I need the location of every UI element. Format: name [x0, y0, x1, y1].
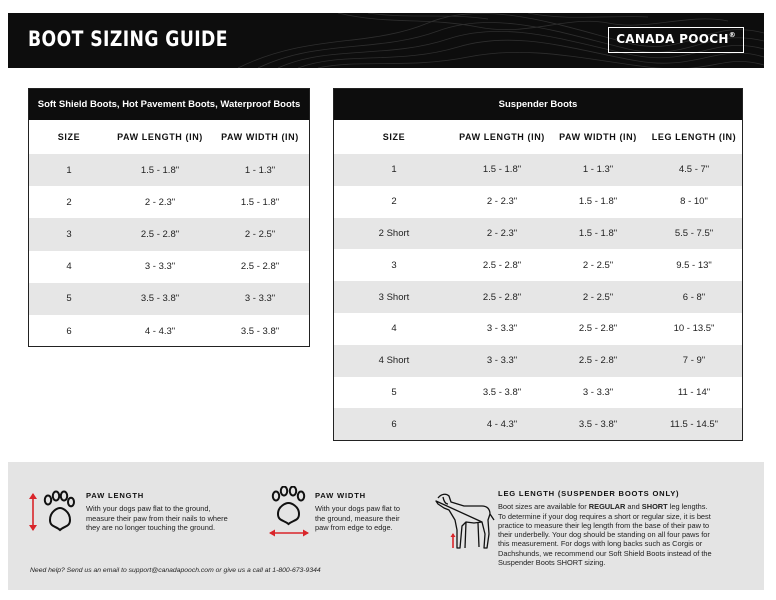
leg-length-text: Dachshunds, we recommend our Soft Shield Boots instead of the [498, 548, 712, 558]
paw-width-cell: 3 - 3.3" [582, 386, 614, 398]
leg-length-cell: 11.5 - 14.5" [669, 418, 719, 430]
size-cell: 6 [66, 325, 72, 337]
paw-width-cell: 2.5 - 2.8" [240, 261, 280, 273]
leg-text-part: leg lengths. [667, 502, 708, 512]
paw-length-cell: 3 - 3.3" [144, 261, 176, 273]
paw-length-cell: 3 - 3.3" [486, 323, 518, 335]
table-row [29, 283, 309, 315]
column-header: SIZE [382, 132, 406, 142]
leg-length-cell: 4.5 - 7" [678, 164, 710, 176]
dog-leg-length-icon [432, 490, 496, 550]
table-row [334, 377, 742, 409]
size-cell: 6 [391, 418, 397, 430]
paw-length-cell: 3.5 - 3.8" [482, 386, 522, 398]
table-row [334, 313, 742, 345]
column-header-row [334, 120, 742, 154]
leg-length-info [498, 489, 756, 567]
regular-emphasis: REGULAR [588, 502, 626, 512]
header-banner [8, 13, 764, 68]
size-cell: 5 [66, 293, 72, 305]
leg-length-text [498, 502, 756, 511]
paw-width-cell: 2.5 - 2.8" [578, 355, 618, 367]
table-row [334, 345, 742, 377]
paw-length-cell: 2.5 - 2.8" [482, 291, 522, 303]
column-header: PAW WIDTH (IN) [559, 132, 637, 142]
size-cell: 2 Short [378, 227, 410, 239]
leg-length-cell: 7 - 9" [682, 355, 706, 367]
paw-length-cell: 2.5 - 2.8" [482, 259, 522, 271]
leg-length-text: this measurement. For dogs with long backs such as Corgis or [498, 539, 703, 549]
leg-length-cell: 10 - 13.5" [673, 323, 715, 335]
paw-width-cell: 3 - 3.3" [244, 293, 276, 305]
leg-length-text: their underbelly. Your dog should be standing on all four paws for [498, 530, 710, 540]
table-row [29, 186, 309, 218]
brand-logo [608, 27, 744, 53]
table-row [29, 315, 309, 347]
table-row [29, 218, 309, 250]
paw-length-cell: 3 - 3.3" [486, 355, 518, 367]
paw-width-cell: 1.5 - 1.8" [578, 227, 618, 239]
brand-name: CANADA POOCH [616, 32, 729, 46]
paw-length-cell: 4 - 4.3" [486, 418, 518, 430]
page-title: BOOT SIZING GUIDE [28, 27, 228, 51]
table-row [29, 154, 309, 186]
paw-width-cell: 2 - 2.5" [582, 291, 614, 303]
leg-length-text: To determine if your dog requires a short or regular size, it is best [498, 511, 711, 521]
help-contact-text: Need help? Send us an email to support@canadapooch.com or give us a call at 1-800-673-9344 [30, 567, 321, 574]
size-cell: 4 [66, 261, 72, 273]
table-row [334, 408, 742, 440]
paw-length-cell: 3.5 - 3.8" [140, 293, 180, 305]
paw-length-cell: 2 - 2.3" [486, 227, 518, 239]
leg-length-cell: 11 - 14" [677, 386, 711, 398]
size-cell: 3 [66, 228, 72, 240]
size-cell: 1 [66, 164, 72, 176]
table-title: Suspender Boots [334, 89, 742, 120]
paw-length-text: measure their paw from their nails to where [86, 513, 228, 523]
leg-text-part: Boot sizes are available for [498, 502, 589, 512]
table-row [334, 249, 742, 281]
column-header-row [29, 120, 309, 154]
table-title: Soft Shield Boots, Hot Pavement Boots, Waterproof Boots [29, 89, 309, 120]
paw-length-cell: 1.5 - 1.8" [140, 164, 180, 176]
measurement-info-panel [8, 462, 764, 590]
paw-width-cell: 3.5 - 3.8" [240, 325, 280, 337]
size-cell: 4 Short [378, 355, 410, 367]
size-cell: 2 [66, 196, 72, 208]
paw-width-cell: 2 - 2.5" [244, 228, 276, 240]
leg-length-cell: 5.5 - 7.5" [674, 227, 714, 239]
size-cell: 1 [391, 164, 397, 176]
paw-length-info [86, 491, 256, 532]
leg-length-text: Suspender Boots SHORT sizing. [498, 558, 606, 568]
column-header: PAW WIDTH (IN) [221, 132, 299, 142]
table-row [334, 281, 742, 313]
paw-length-cell: 2 - 2.3" [144, 196, 176, 208]
column-header: LEG LENGTH (IN) [651, 132, 737, 142]
paw-width-text: With your dogs paw flat to [315, 504, 401, 514]
paw-width-cell: 1.5 - 1.8" [240, 196, 280, 208]
paw-length-cell: 1.5 - 1.8" [482, 164, 522, 176]
paw-length-cell: 2.5 - 2.8" [140, 228, 180, 240]
paw-width-text: the ground, measure their [315, 513, 400, 523]
boots-size-table [28, 88, 310, 347]
paw-width-cell: 1 - 1.3" [582, 164, 614, 176]
leg-length-heading: LEG LENGTH (SUSPENDER BOOTS ONLY) [498, 489, 680, 498]
registered-mark: ® [728, 31, 736, 39]
leg-length-text: practice to measure their leg length from the base of their paw to [498, 520, 710, 530]
table-row [334, 154, 742, 186]
paw-width-cell: 3.5 - 3.8" [578, 418, 618, 430]
paw-width-icon [266, 486, 312, 540]
column-header: SIZE [57, 132, 81, 142]
leg-text-part: and [625, 502, 642, 512]
paw-length-text: they are no longer touching the ground. [86, 522, 216, 532]
column-header: PAW LENGTH (IN) [117, 132, 203, 142]
leg-length-cell: 6 - 8" [682, 291, 706, 303]
paw-length-heading: PAW LENGTH [86, 491, 145, 500]
paw-width-cell: 2.5 - 2.8" [578, 323, 618, 335]
size-cell: 3 [391, 259, 397, 271]
table-row [29, 251, 309, 283]
size-cell: 2 [391, 196, 397, 208]
paw-width-cell: 2 - 2.5" [582, 259, 614, 271]
size-cell: 3 Short [378, 291, 410, 303]
size-cell: 4 [391, 323, 397, 335]
paw-length-cell: 2 - 2.3" [486, 196, 518, 208]
paw-width-text: paw from edge to edge. [315, 522, 393, 532]
column-header: PAW LENGTH (IN) [459, 132, 545, 142]
paw-width-heading: PAW WIDTH [315, 491, 366, 500]
paw-length-icon [28, 490, 76, 534]
paw-width-cell: 1 - 1.3" [244, 164, 276, 176]
suspender-boots-size-table [333, 88, 743, 441]
paw-width-cell: 1.5 - 1.8" [578, 196, 618, 208]
paw-length-cell: 4 - 4.3" [144, 325, 176, 337]
table-row [334, 218, 742, 250]
size-cell: 5 [391, 386, 397, 398]
leg-length-cell: 8 - 10" [680, 196, 708, 208]
table-row [334, 186, 742, 218]
leg-length-cell: 9.5 - 13" [676, 259, 712, 271]
paw-length-text: With your dogs paw flat to the ground, [86, 504, 211, 514]
short-emphasis: SHORT [641, 502, 668, 512]
paw-width-info [315, 491, 435, 532]
